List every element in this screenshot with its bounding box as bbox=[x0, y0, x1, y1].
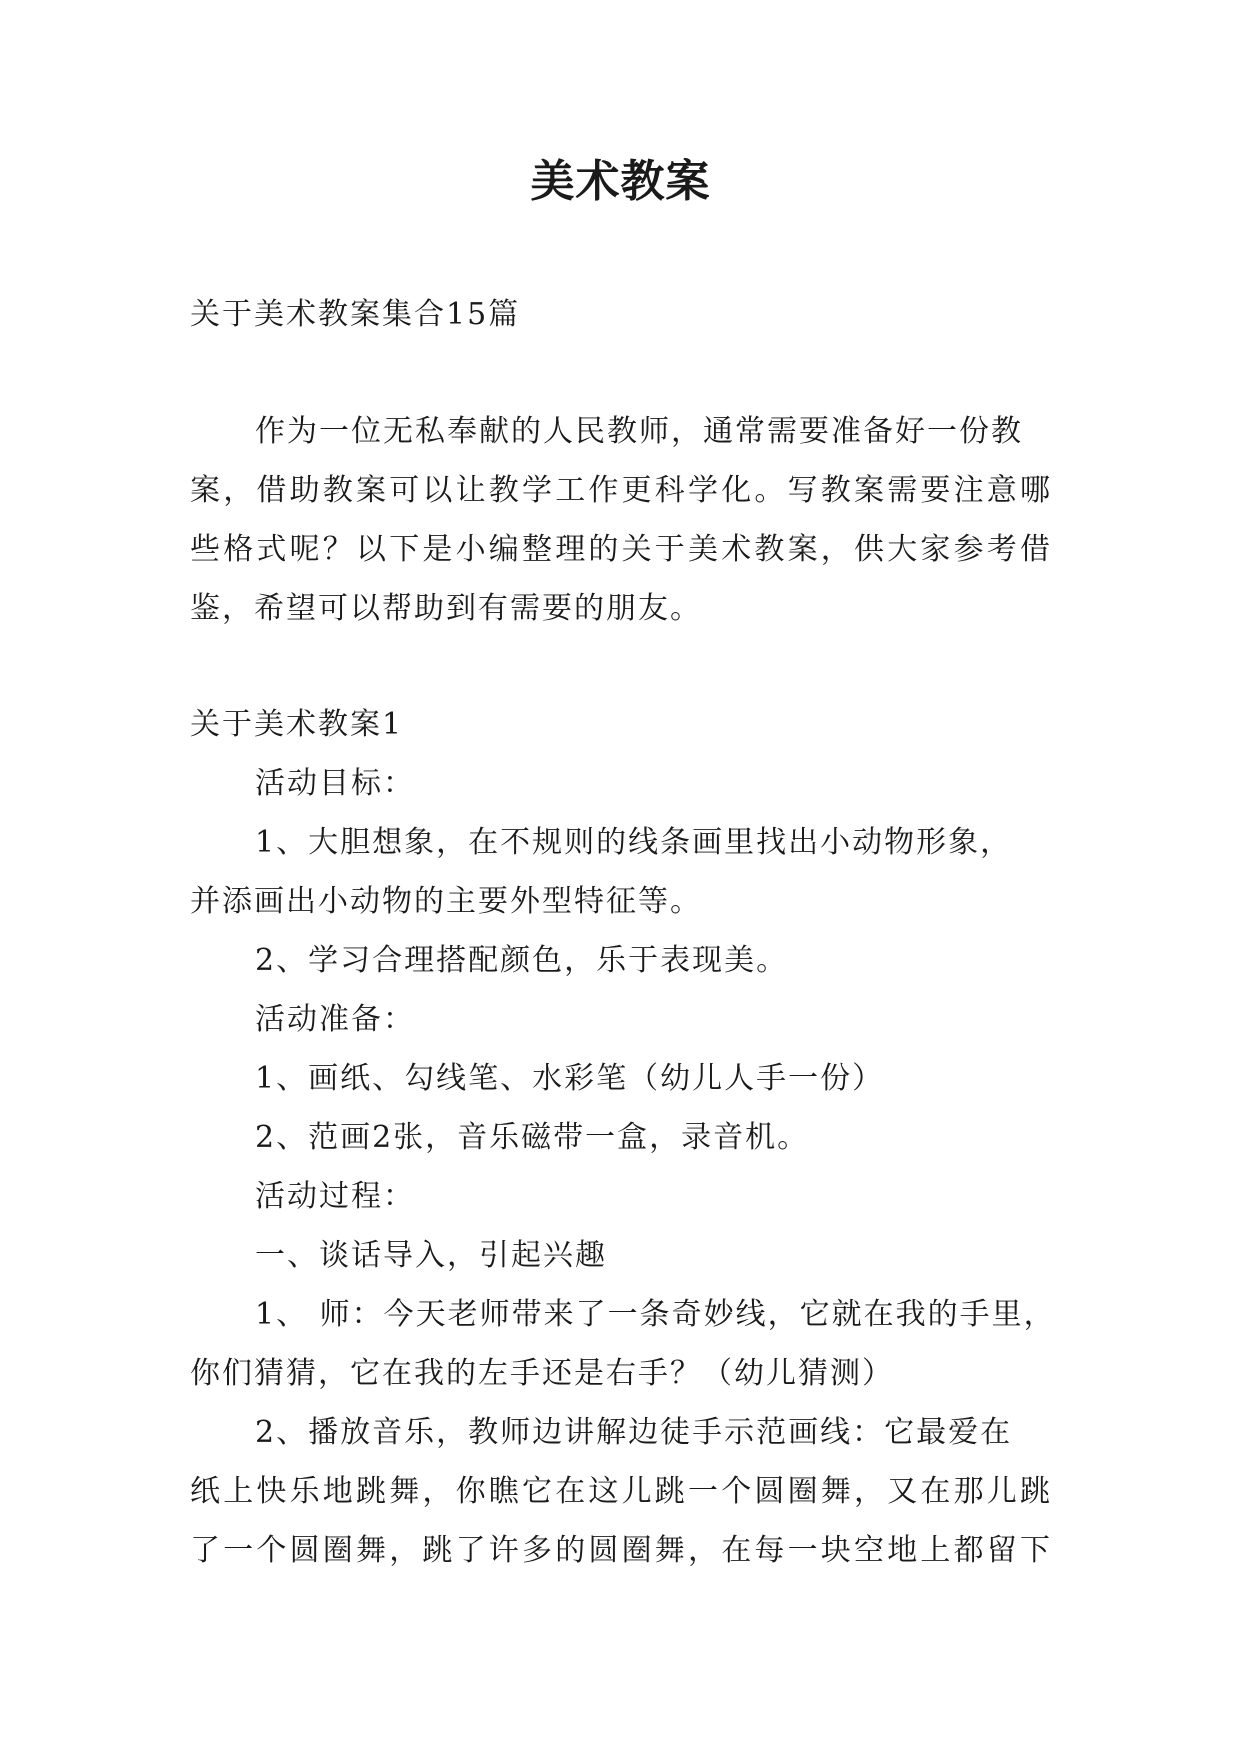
body-line: 一、谈话导入，引起兴趣 bbox=[255, 1238, 607, 1273]
body-line: 了一个圆圈舞，跳了许多的圆圈舞，在每一块空地上都留下 bbox=[190, 1533, 1052, 1568]
body-line: 1、画纸、勾线笔、水彩笔（幼儿人手一份） bbox=[255, 1061, 885, 1096]
body-line: 并添画出小动物的主要外型特征等。 bbox=[190, 884, 702, 919]
body-line: 2、学习合理搭配颜色，乐于表现美。 bbox=[255, 943, 789, 978]
intro-line: 作为一位无私奉献的人民教师，通常需要准备好一份教 bbox=[255, 414, 1023, 449]
document-title: 美术教案 bbox=[530, 156, 711, 207]
body-line: 你们猜猜，它在我的左手还是右手？（幼儿猜测） bbox=[190, 1356, 894, 1391]
body-line: 1、大胆想象，在不规则的线条画里找出小动物形象， bbox=[255, 825, 1013, 860]
intro-line: 些格式呢？以下是小编整理的关于美术教案，供大家参考借 bbox=[190, 532, 1052, 567]
body-line: 纸上快乐地跳舞，你瞧它在这儿跳一个圆圈舞，又在那儿跳 bbox=[190, 1474, 1052, 1509]
body-line: 活动准备： bbox=[255, 1002, 415, 1037]
document-subtitle: 关于美术教案集合15篇 bbox=[190, 297, 521, 332]
body-line: 活动过程： bbox=[255, 1179, 415, 1214]
intro-line: 鉴，希望可以帮助到有需要的朋友。 bbox=[190, 591, 702, 626]
body-line: 1、 师：今天老师带来了一条奇妙线，它就在我的手里， bbox=[255, 1297, 1056, 1332]
body-line: 2、范画2张，音乐磁带一盒，录音机。 bbox=[255, 1120, 810, 1155]
section-heading: 关于美术教案1 bbox=[190, 707, 404, 742]
body-line: 活动目标： bbox=[255, 766, 415, 801]
body-line: 2、播放音乐，教师边讲解边徒手示范画线：它最爱在 bbox=[255, 1415, 1013, 1450]
intro-line: 案，借助教案可以让教学工作更科学化。写教案需要注意哪 bbox=[190, 473, 1052, 508]
